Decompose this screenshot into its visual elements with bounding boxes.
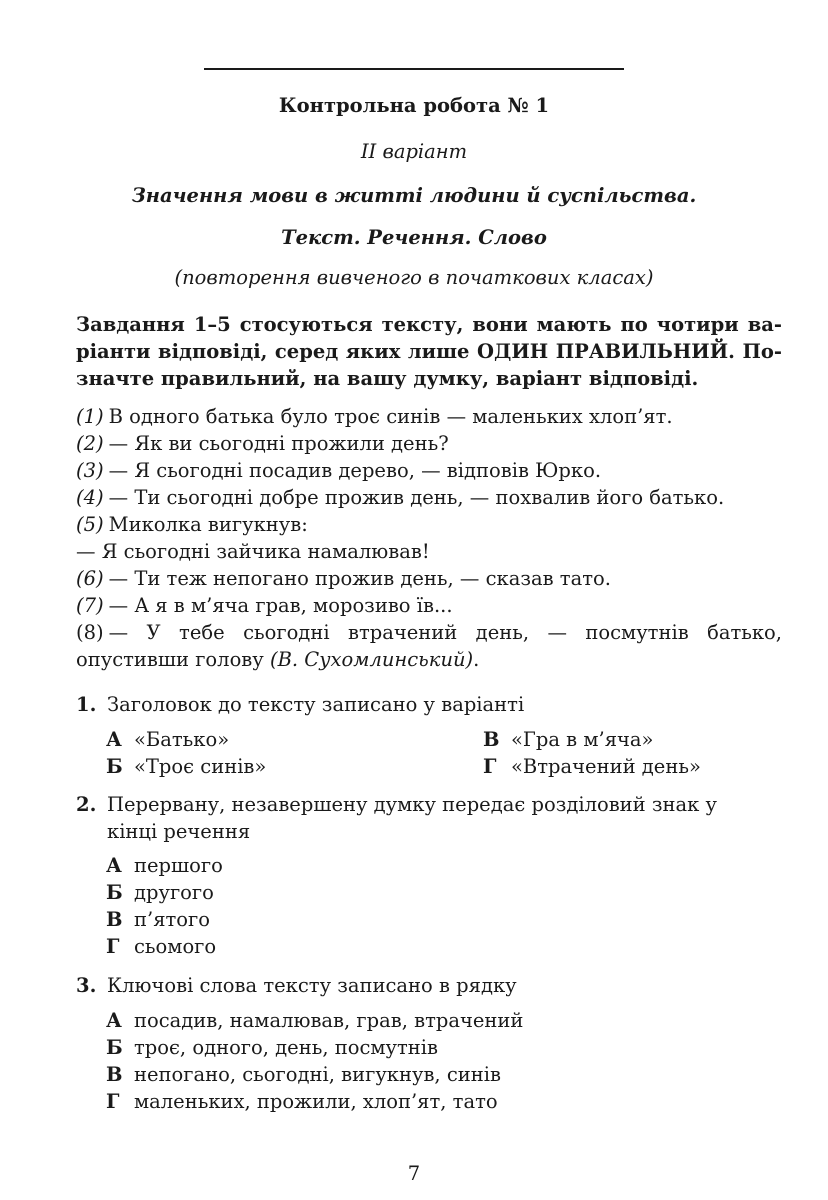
- option-letter: В: [106, 908, 123, 931]
- text-line: [76, 620, 782, 646]
- sentence-end: .: [473, 648, 480, 671]
- sentence-number: (6): [76, 567, 104, 590]
- sentence-number: (3): [76, 459, 104, 482]
- text-line: [76, 539, 430, 565]
- option-text: сьомого: [134, 935, 217, 958]
- text-line: [76, 485, 724, 511]
- answer-option-g[interactable]: [106, 934, 216, 960]
- variant-label: II варіант: [360, 140, 468, 163]
- option-letter: Г: [106, 1090, 120, 1113]
- topic-line-1: Значення мови в житті людини й суспільства.: [131, 184, 697, 207]
- option-letter: В: [106, 1063, 123, 1086]
- sentence-number: (5): [76, 513, 104, 536]
- answer-option-a[interactable]: [106, 853, 223, 879]
- sentence-text: — Ти теж непогано прожив день, — сказав тато.: [108, 567, 611, 590]
- text-line: [76, 512, 308, 538]
- answer-option-a[interactable]: [106, 727, 229, 753]
- option-text: троє, одного, день, посмутнів: [134, 1036, 439, 1059]
- sentence-number: (4): [76, 486, 104, 509]
- author-attribution: (В. Сухомлинський): [269, 648, 474, 671]
- sentence-number: (7): [76, 594, 104, 617]
- sentence-text: — У тебе сьогодні втрачений день, — посмутнів батько,: [108, 621, 782, 644]
- option-text: першого: [134, 854, 223, 877]
- option-letter: А: [106, 854, 122, 877]
- answer-option-b[interactable]: [106, 880, 214, 906]
- text-line: [76, 458, 601, 484]
- text-line: [76, 404, 673, 430]
- option-letter: Г: [483, 755, 497, 778]
- topic-note: (повторення вивченого в початкових класах): [174, 266, 654, 289]
- answer-option-g[interactable]: [106, 1089, 498, 1115]
- sentence-text: — Я сьогодні посадив дерево, — відповів Юрко.: [108, 459, 602, 482]
- text-line-last: [76, 647, 479, 673]
- instruction-line-2: ріанти відповіді, серед яких лише ОДИН ПРАВИЛЬНИЙ. По-: [76, 340, 782, 363]
- text-line: [76, 593, 453, 619]
- question-number: 2.: [76, 793, 97, 816]
- option-text: «Втрачений день»: [511, 755, 701, 778]
- option-text: п’ятого: [134, 908, 210, 931]
- page-number: 7: [407, 1162, 421, 1185]
- answer-option-v[interactable]: [106, 1062, 501, 1088]
- sentence-text: В одного батька було троє синів — маленьких хлоп’ят.: [108, 405, 673, 428]
- answer-option-v[interactable]: [106, 907, 210, 933]
- sentence-text: — Ти сьогодні добре прожив день, — похвалив його батько.: [108, 486, 725, 509]
- question-text: Перервану, незавершену думку передає розділовий знак у: [107, 793, 717, 816]
- sentence-text: — Як ви сьогодні прожили день?: [108, 432, 449, 455]
- option-letter: В: [483, 728, 500, 751]
- sentence-text: — А я в м’яча грав, морозиво їв...: [108, 594, 453, 617]
- option-letter: А: [106, 728, 122, 751]
- answer-option-a[interactable]: [106, 1008, 523, 1034]
- top-rule: [204, 68, 624, 70]
- option-text: «Гра в м’яча»: [511, 728, 654, 751]
- sentence-text: опустивши голову: [76, 648, 264, 671]
- topic-line-2: Текст. Речення. Слово: [281, 226, 547, 249]
- question-text: Ключові слова тексту записано в рядку: [107, 974, 517, 997]
- question-number: 3.: [76, 974, 97, 997]
- text-line: [76, 431, 449, 457]
- sentence-number: (8): [76, 621, 104, 644]
- question-text: Заголовок до тексту записано у варіанті: [107, 693, 525, 716]
- option-letter: Б: [106, 755, 123, 778]
- answer-option-b[interactable]: [106, 1035, 438, 1061]
- instruction-line-1: Завдання 1–5 стосуються тексту, вони мають по чотири ва-: [76, 313, 782, 336]
- option-text: другого: [134, 881, 214, 904]
- option-text: непогано, сьогодні, вигукнув, синів: [134, 1063, 501, 1086]
- option-letter: Б: [106, 881, 123, 904]
- question-text: кінці речення: [107, 820, 251, 843]
- option-letter: Б: [106, 1036, 123, 1059]
- option-letter: А: [106, 1009, 122, 1032]
- instruction-line-3: значте правильний, на вашу думку, варіант відповіді.: [76, 367, 699, 390]
- sentence-number: (1): [76, 405, 104, 428]
- option-text: посадив, намалював, грав, втрачений: [134, 1009, 524, 1032]
- answer-option-b[interactable]: [106, 754, 266, 780]
- option-text: «Батько»: [134, 728, 230, 751]
- option-text: маленьких, прожили, хлоп’ят, тато: [134, 1090, 498, 1113]
- answer-option-v[interactable]: [483, 727, 653, 753]
- sentence-text: — Я сьогодні зайчика намалював!: [76, 540, 430, 563]
- text-line: [76, 566, 611, 592]
- option-text: «Троє синів»: [134, 755, 267, 778]
- sentence-text: Миколка вигукнув:: [108, 513, 308, 536]
- option-letter: Г: [106, 935, 120, 958]
- answer-option-g[interactable]: [483, 754, 701, 780]
- page-title: Контрольна робота № 1: [278, 94, 550, 117]
- sentence-number: (2): [76, 432, 104, 455]
- question-number: 1.: [76, 693, 97, 716]
